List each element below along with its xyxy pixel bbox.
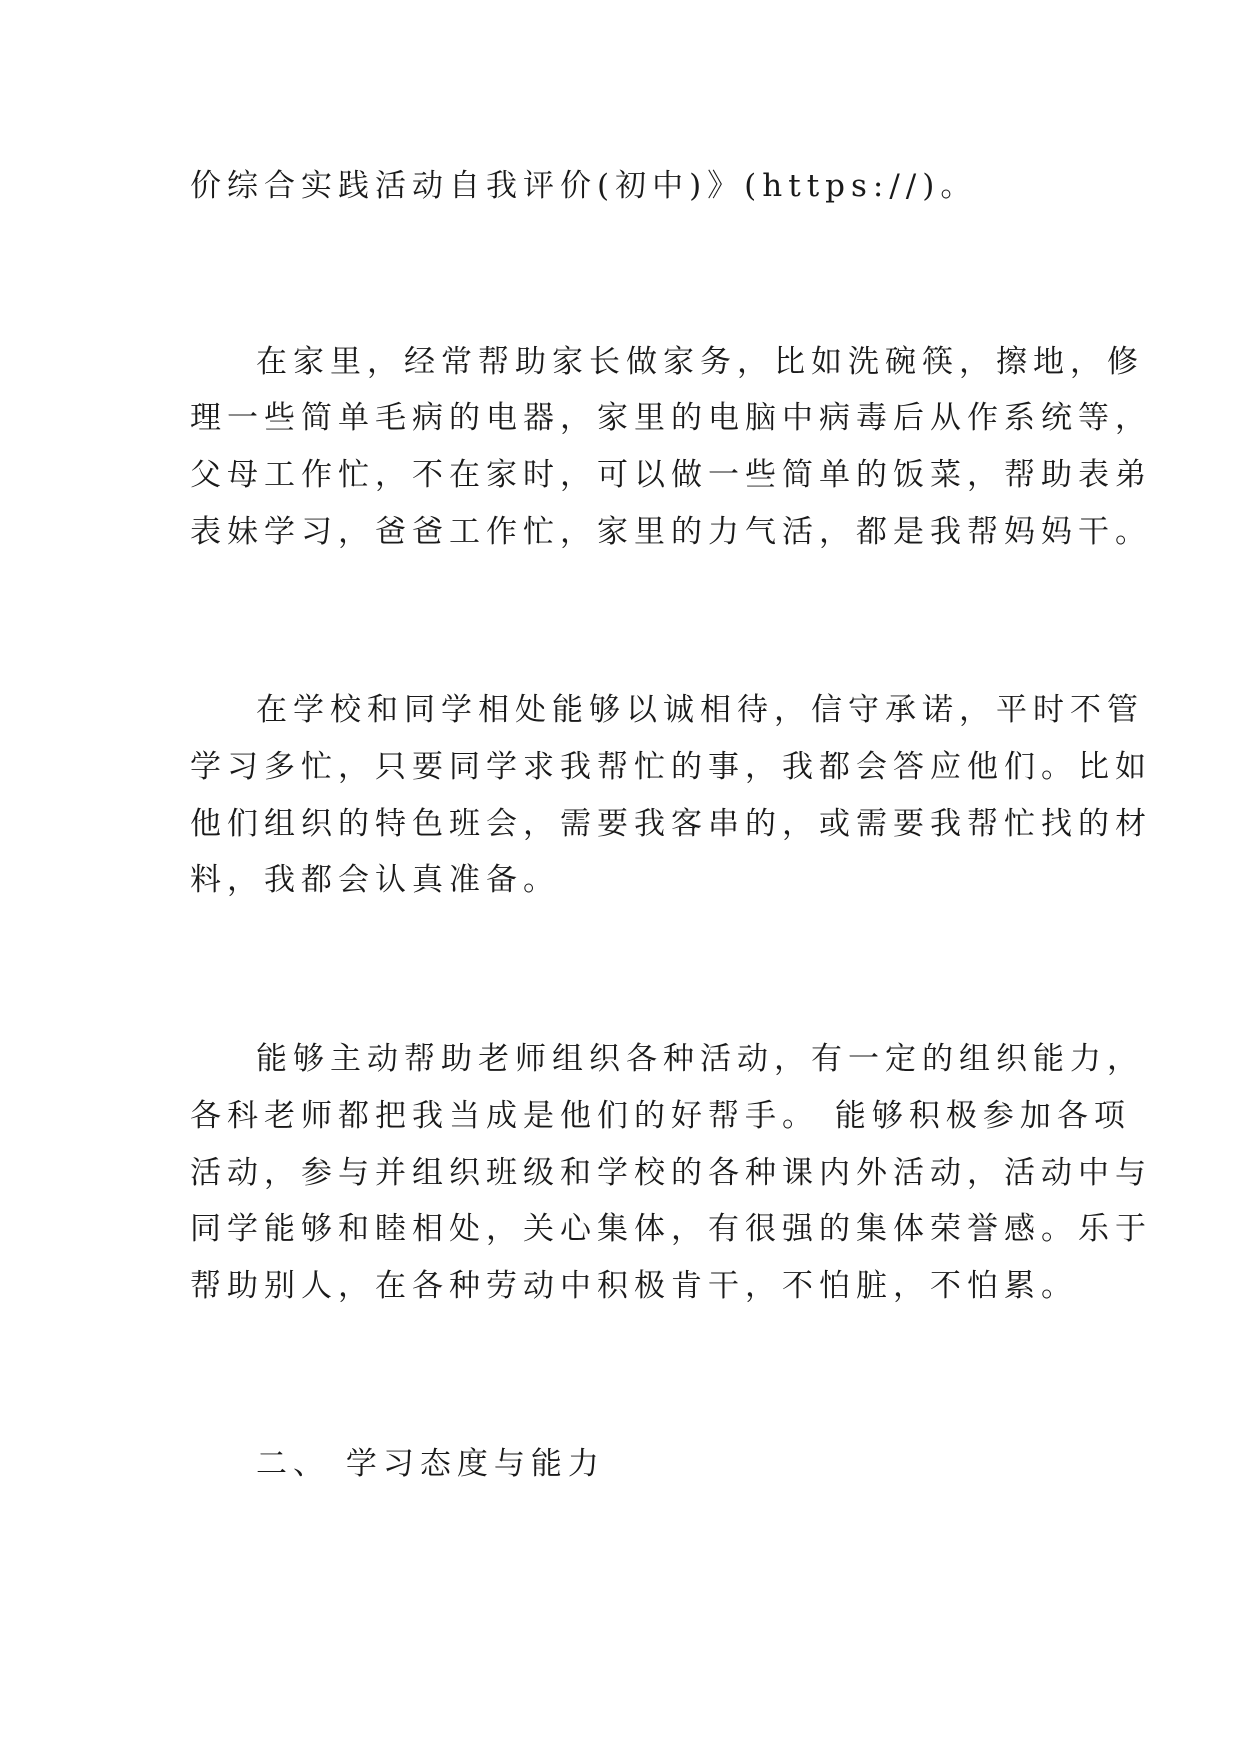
paragraph-line: 同学能够和睦相处，关心集体，有很强的集体荣誉感。乐于 [190,1211,1152,1247]
paragraph-line: 各科老师都把我当成是他们的好帮手。 能够积极参加各项 [190,1098,1131,1134]
paragraph-line: 理一些简单毛病的电器，家里的电脑中病毒后从作系统等， [190,400,1152,436]
paragraph-line: 能够主动帮助老师组织各种活动，有一定的组织能力， [256,1041,1144,1077]
paragraph-line: 父母工作忙，不在家时，可以做一些简单的饭菜，帮助表弟 [190,457,1152,493]
paragraph-line: 他们组织的特色班会，需要我客串的，或需要我帮忙找的材 [190,806,1152,842]
paragraph-line: 活动，参与并组织班级和学校的各种课内外活动，活动中与 [190,1155,1152,1191]
paragraph-line: 学习多忙，只要同学求我帮忙的事，我都会答应他们。比如 [190,749,1152,785]
section-heading: 二、 学习态度与能力 [256,1446,605,1482]
paragraph-line: 表妹学习，爸爸工作忙，家里的力气活，都是我帮妈妈干。 [190,514,1152,550]
paragraph-line: 帮助别人，在各种劳动中积极肯干，不怕脏，不怕累。 [190,1268,1078,1304]
continuation-line: 价综合实践活动自我评价(初中)》(https://)。 [190,168,978,204]
paragraph-line: 料，我都会认真准备。 [190,862,560,898]
paragraph-line: 在家里，经常帮助家长做家务，比如洗碗筷，擦地，修 [256,344,1144,380]
paragraph-line: 在学校和同学相处能够以诚相待，信守承诺，平时不管 [256,692,1144,728]
